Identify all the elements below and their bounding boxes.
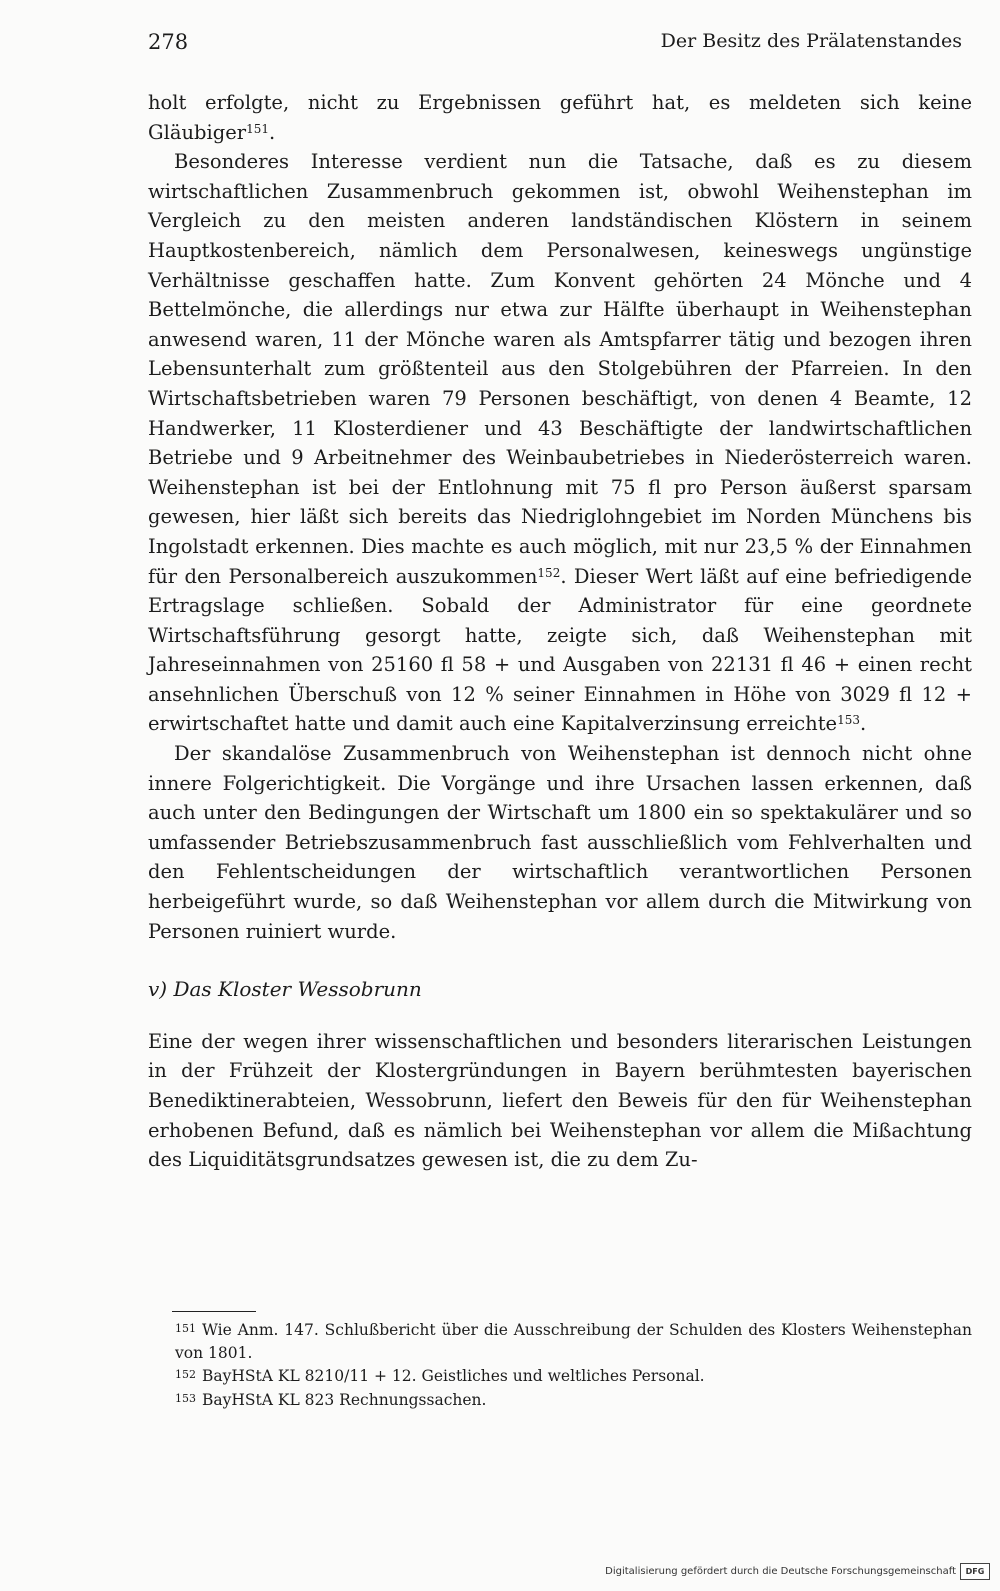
paragraph-2	[148, 147, 972, 739]
footnote-152	[148, 1364, 972, 1388]
footnote-number: 151	[175, 1322, 196, 1335]
footnote-151	[148, 1318, 972, 1364]
paragraph-4: Eine der wegen ihrer wissenschaftlichen und besonders literarischen Leistungen in der Frühzeit der Klostergründungen in Bayern berühmtesten bayerischen Benediktinerabteien, Wessobrunn, liefert den Beweis für den für Weihenstephan erhobenen Befund, daß es nämlich bei Weihenstephan vor allem die Mißachtung des Liquiditätsgrundsatzes gewesen ist, die zu dem Zu-	[148, 1029, 972, 1172]
footnote-ref-152[interactable]: 152	[537, 565, 561, 580]
footnote-number: 153	[175, 1391, 196, 1405]
footnote-number: 152	[175, 1368, 196, 1381]
digitization-note: Digitalisierung gefördert durch die Deutsche Forschungsgemeinschaft	[605, 1566, 956, 1577]
paragraph-1-text: holt erfolgte, nicht zu Ergebnissen geführt hat, es meldeten sich keine Gläubiger	[148, 91, 972, 144]
dfg-logo: DFG	[960, 1563, 990, 1580]
main-text	[148, 88, 972, 1175]
running-title: Der Besitz des Prälatenstandes	[660, 30, 962, 52]
paragraph-2-tail: .	[859, 712, 867, 736]
footnote-text: Wie Anm. 147. Schlußbericht über die Ausschreibung der Schulden des Klosters Weihenstephan von 1801.	[175, 1321, 972, 1362]
footnote-ref-151[interactable]: 151	[246, 121, 269, 136]
paragraph-2-text-a: Besonderes Interesse verdient nun die Tatsache, daß es zu diesem wirtschaftlichen Zusammenbruch gekommen ist, obwohl Weihenstephan im Vergleich zu den meisten anderen landständischen Klöstern in seinem Hauptkostenbereich, nämlich dem Personalwesen, keineswegs ungünstige Verhältnisse geschaffen hatte. Zum Konvent gehörten 24 Mönche und 4 Bettelmönche, die allerdings nur etwa zur Hälfte überhaupt in Weihenstephan anwesend waren, 11 der Mönche waren als Amtspfarrer tätig und bezogen ihren Lebensunterhalt zum größtenteil aus den Stolgebühren der Pfarreien. In den Wirtschaftsbetrieben waren 79 Personen beschäftigt, von denen 4 Beamte, 12 Handwerker, 11 Klosterdiener und 43 Beschäftigte der landwirtschaftlichen Betriebe und 9 Arbeitnehmer des Weinbaubetriebes in Niederösterreich waren. Weihenstephan ist bei der Entlohnung mit 75 fl pro Person äußerst sparsam gewesen, hier läßt sich bereits das Niedriglohngebiet im Norden Münchens bis Ingolstadt erkennen. Dies machte es auch möglich, mit nur 23,5 % der Einnahmen für den Personalbereich auszukommen	[148, 150, 972, 588]
section-heading: v) Das Kloster Wessobrunn	[148, 977, 422, 1002]
page-number: 278	[148, 30, 189, 54]
footnote-ref-153[interactable]: 153	[837, 713, 860, 728]
paragraph-2-text-b: . Dieser Wert läßt auf eine befriedigende Ertragslage schließen. Sobald der Administrator für eine geordnete Wirtschaftsführung gesorgt hatte, zeigte sich, daß Weihenstephan mit Jahreseinnahmen von 25160 fl 58 + und Ausgaben von 22131 fl 46 + einen recht ansehnlichen Überschuß von 12 % seiner Einnahmen in Höhe von 3029 fl 12 + erwirtschaftet hatte und damit auch eine Kapitalverzinsung erreichte	[148, 564, 973, 736]
paragraph-1-tail: .	[268, 120, 276, 144]
footnote-divider	[172, 1311, 256, 1312]
paragraph-3: Der skandalöse Zusammenbruch von Weihenstephan ist dennoch nicht ohne innere Folgerichtigkeit. Die Vorgänge und ihre Ursachen lassen erkennen, daß auch unter den Bedingungen der Wirtschaft um 1800 ein so spektakulärer und so umfassender Betriebszusammenbruch fast ausschließlich vom Fehlverhalten und den Fehlentscheidungen der wirtschaftlich verantwortlichen Personen herbeigeführt wurde, so daß Weihenstephan vor allem durch die Mitwirkung von Personen ruiniert wurde.	[148, 742, 972, 943]
paragraph-1	[148, 88, 972, 147]
footnote-text: BayHStA KL 823 Rechnungssachen.	[202, 1390, 487, 1409]
footnotes	[148, 1318, 972, 1411]
footnote-153	[148, 1388, 972, 1412]
footnote-text: BayHStA KL 8210/11 + 12. Geistliches und weltliches Personal.	[202, 1367, 705, 1385]
running-header	[148, 30, 972, 62]
